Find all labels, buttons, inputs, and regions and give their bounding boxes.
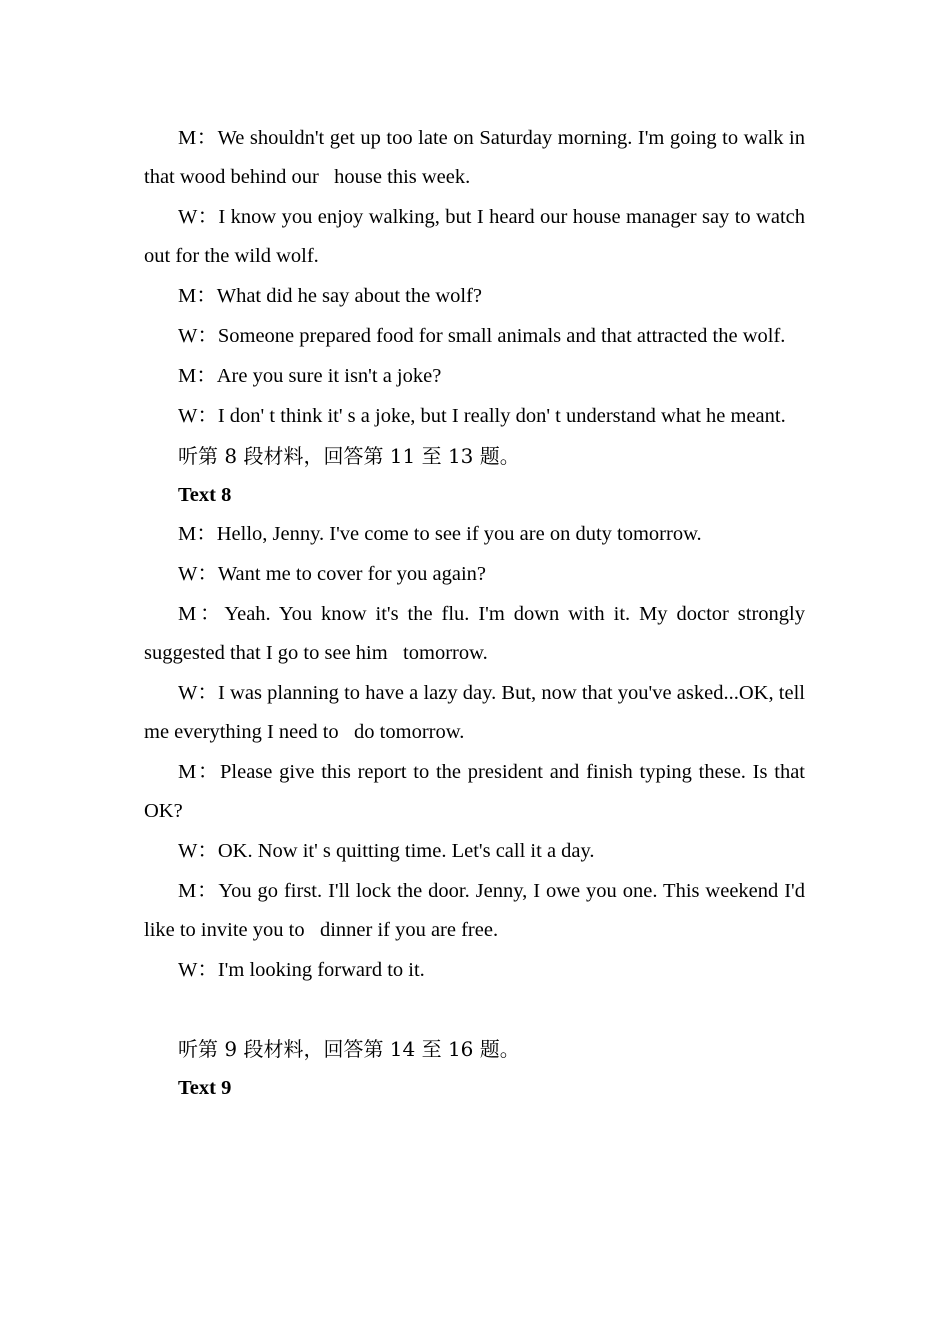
dialogue-line: M：Are you sure it isn't a joke? — [178, 365, 442, 387]
section-title: Text 9 — [178, 1077, 232, 1099]
section-instruction: 听第 8 段材料，回答第 11 至 13 题。 — [178, 444, 520, 468]
dialogue-line: W：I don' t think it' s a joke, but I really don' t understand what he meant. — [178, 405, 786, 427]
dialogue-line: W：I know you enjoy walking, but I heard our house manager say to watch out for the wild wolf. — [144, 206, 805, 267]
dialogue-line: W：Someone prepared food for small animals and that attracted the wolf. — [178, 325, 786, 347]
dialogue-line: M：Hello, Jenny. I've come to see if you are on duty tomorrow. — [178, 523, 702, 545]
dialogue-line: W：I was planning to have a lazy day. But, now that you've asked...OK, tell me everything I need to do tomorrow. — [144, 682, 805, 743]
dialogue-line: W：Want me to cover for you again? — [178, 563, 487, 585]
dialogue-line: M：We shouldn't get up too late on Saturday morning. I'm going to walk in that wood behind our house this week. — [144, 127, 805, 188]
dialogue-line: W：I'm looking forward to it. — [178, 959, 425, 981]
dialogue-line: M：Please give this report to the president and finish typing these. Is that OK? — [144, 761, 805, 822]
blank-line — [144, 991, 805, 1030]
dialogue-line: M：What did he say about the wolf? — [178, 285, 483, 307]
document-page — [144, 119, 805, 1108]
dialogue-line: M：You go first. I'll lock the door. Jenny, I owe you one. This weekend I'd like to invite you to dinner if you are free. — [144, 880, 805, 941]
section-title: Text 8 — [178, 484, 232, 506]
dialogue-line: M：Yeah. You know it's the flu. I'm down with it. My doctor strongly suggested that I go to see him tomorrow. — [144, 603, 805, 664]
dialogue-line: W：OK. Now it' s quitting time. Let's call it a day. — [178, 840, 595, 862]
section-instruction: 听第 9 段材料，回答第 14 至 16 题。 — [178, 1037, 520, 1061]
